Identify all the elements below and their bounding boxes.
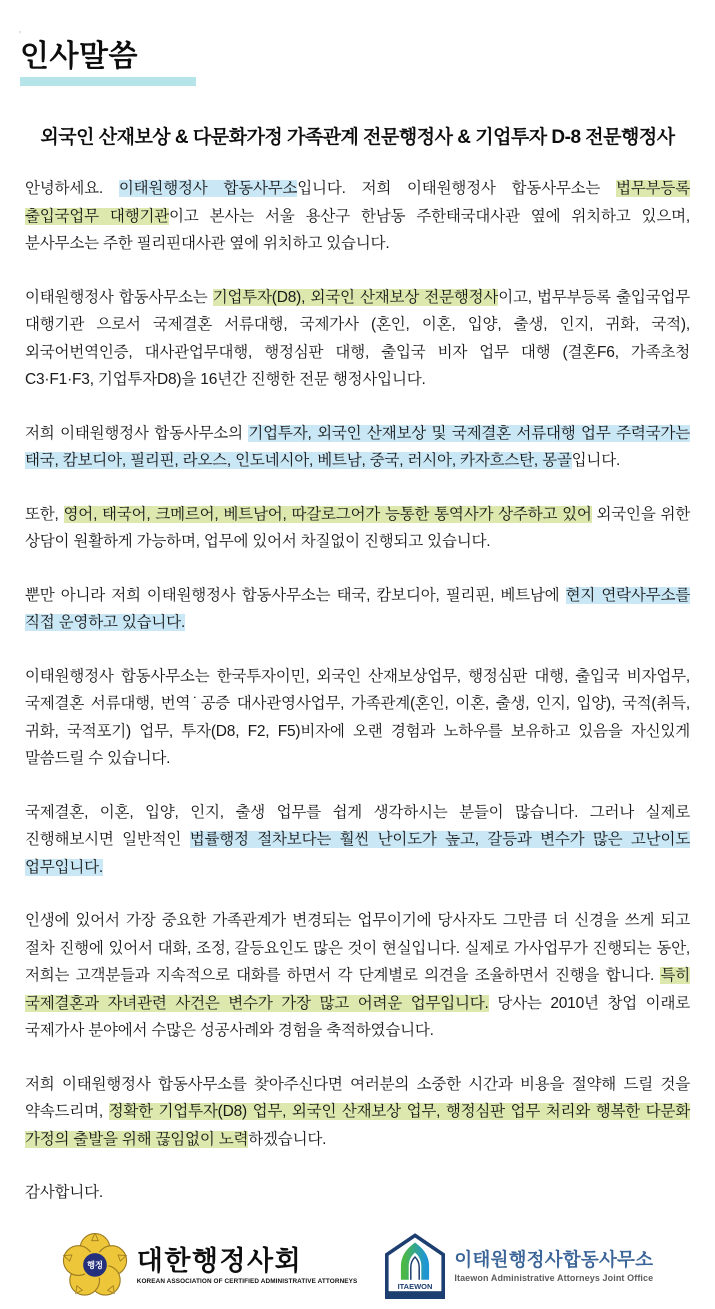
text-segment: 이고 본사는 서울 용산구 한남동 주한태국대사관 옆에 위치하고 있으며, 분사무소는 주한 필리핀대사관 옆에 위치하고 있습니다. bbox=[25, 207, 690, 252]
highlighted-text-green: 법무부등록 출입국업무 대행기관 bbox=[25, 180, 690, 225]
highlighted-text-blue: 현지 연락사무소를 직접 운영하고 있습니다. bbox=[25, 586, 691, 631]
text-segment: 입니다. 저희 이태원행정사 합동사무소는 bbox=[297, 180, 617, 197]
itaewon-name: 이태원행정사합동사무소 bbox=[454, 1249, 654, 1271]
kaca-name: 대한행정사회 bbox=[136, 1246, 303, 1277]
text-segment: 이고, 법무부등록 출입국업무 대행기관 으로서 국제결혼 서류대행, 국제가사 (혼인, 이혼, 입양, 출생, 인지, 귀화, 국적), 외국어번역인증, 대사관업무대행, 행정심판 대행, 출입국 비자 업무 대행 (결혼F6, 가족초청 C3·F1·F3, 기업투자D8)을 16년간 진행한 전문 행정사입니다. bbox=[25, 288, 690, 388]
text-segment: 안녕하세요. bbox=[25, 180, 119, 197]
text-segment: 당사는 2010년 창업 이래로 국제가사 분야에서 수많은 성공사례와 경험을 축적하였습니다. bbox=[25, 994, 690, 1039]
mugunghwa-emblem-icon bbox=[62, 1233, 128, 1299]
kaca-emblem-text: 행정 bbox=[86, 1260, 103, 1270]
itaewon-emblem-text: ITAEWON bbox=[397, 1281, 433, 1291]
highlighted-text-green: 영어, 태국어, 크메르어, 베트남어, 따갈로그어가 능통한 통역사가 상주하고 있어 bbox=[63, 505, 592, 523]
kaca-subtitle: KOREAN ASSOCIATION OF CERTIFIED ADMINISTRATIVE ATTORNEYS bbox=[136, 1277, 358, 1285]
text-segment: 저희 이태원행정사 합동사무소를 찾아주신다면 여러분의 소중한 시간과 비용을 절약해 드릴 것을 약속드리며, bbox=[25, 1075, 690, 1120]
paragraph bbox=[25, 1179, 690, 1207]
text-segment: 국제결혼, 이혼, 입양, 인지, 출생 업무를 쉽게 생각하시는 분들이 많습니다. 그러나 실제로 진행해보시면 일반적인 bbox=[25, 803, 690, 848]
paragraph bbox=[25, 907, 690, 1045]
highlighted-text-blue: 법률행정 절차보다는 훨씬 난이도가 높고, 갈등과 변수가 많은 고난이도 업무입니다. bbox=[25, 831, 690, 876]
text-segment: 저희 이태원행정사 합동사무소의 bbox=[25, 424, 249, 442]
paragraph bbox=[25, 501, 690, 556]
stray-mark: ' bbox=[19, 30, 21, 41]
highlighted-text-green: 기업투자(D8), 외국인 산재보상 전문행정사 bbox=[212, 288, 499, 306]
text-segment: 하겠습니다. bbox=[248, 1130, 327, 1148]
text-segment: 인생에 있어서 가장 중요한 가족관계가 변경되는 업무이기에 당사자도 그만큼 더 신경을 쓰게 되고 절차 진행에 있어서 대화, 조정, 갈등요인도 많은 것이 현실입니다. 실제로 가사업무가 진행되는 동안, 저희는 고객분들과 지속적으로 대화를 하면서 각 단계별로 의견을 조율하면서 진행을 합니다. bbox=[25, 912, 690, 984]
itaewon-subtitle: Itaewon Administrative Attorneys Joint Office bbox=[454, 1272, 654, 1283]
itaewon-arch-icon bbox=[385, 1233, 445, 1299]
paragraph bbox=[25, 420, 690, 475]
footer-logos bbox=[25, 1233, 690, 1299]
page-title-block bbox=[20, 40, 690, 86]
itaewon-logo bbox=[385, 1233, 653, 1299]
text-segment: 외국인을 위한 상담이 원활하게 가능하며, 업무에 있어서 차질없이 진행되고 있습니다. bbox=[25, 505, 691, 550]
title-underline-bar bbox=[20, 77, 196, 86]
highlighted-text-green: 특히 국제결혼과 자녀관련 사건은 변수가 가장 많고 어려운 업무입니다. bbox=[25, 967, 690, 1012]
highlighted-text-green: 정확한 기업투자(D8) 업무, 외국인 산재보상 업무, 행정심판 업무 처리와 행복한 다문화 가정의 출발을 위해 끊임없이 노력 bbox=[25, 1103, 690, 1148]
paragraph bbox=[25, 663, 690, 773]
highlighted-text-blue: 이태원행정사 합동사무소 bbox=[118, 180, 298, 197]
text-segment: 감사합니다. bbox=[25, 1184, 103, 1201]
text-segment: 뿐만 아니라 저희 이태원행정사 합동사무소는 태국, 캄보디아, 필리핀, 베트남에 bbox=[25, 586, 566, 604]
paragraph bbox=[25, 799, 690, 882]
kaca-logo bbox=[62, 1233, 358, 1299]
paragraph bbox=[25, 1071, 690, 1154]
paragraph bbox=[25, 175, 690, 258]
text-segment: 입니다. bbox=[571, 452, 621, 469]
page-title: 인사말씀 bbox=[20, 40, 138, 73]
highlighted-text-blue: 기업투자, 외국인 산재보상 및 국제결혼 서류대행 업무 주력국가는 태국, 캄보디아, 필리핀, 라오스, 인도네시아, 베트남, 중국, 러시아, 카자흐스탄, 몽골 bbox=[25, 424, 690, 469]
text-segment: 이태원행정사 합동사무소는 한국투자이민, 외국인 산재보상업무, 행정심판 대행, 출입국 비자업무, 국제결혼 서류대행, 번역˙공증 대사관영사업무, 가족관계(혼인, 이혼, 출생, 인지, 입양), 국적(취득, 귀화, 국적포기) 업무, 투자(D8, F2, F5)비자에 오랜 경험과 노하우를 보유하고 있음을 자신있게 말씀드릴 수 있습니다. bbox=[25, 667, 690, 767]
paragraph bbox=[25, 582, 690, 637]
greeting-paragraphs bbox=[25, 175, 690, 1207]
itaewon-logo-text bbox=[454, 1248, 653, 1282]
paragraph bbox=[25, 284, 690, 394]
text-segment: 이태원행정사 합동사무소는 bbox=[25, 288, 213, 306]
page-heading: 외국인 산재보상 & 다문화가정 가족관계 전문행정사 & 기업투자 D-8 전문행정사 bbox=[40, 127, 675, 148]
kaca-logo-text bbox=[137, 1246, 358, 1284]
text-segment: 또한, bbox=[25, 505, 64, 523]
